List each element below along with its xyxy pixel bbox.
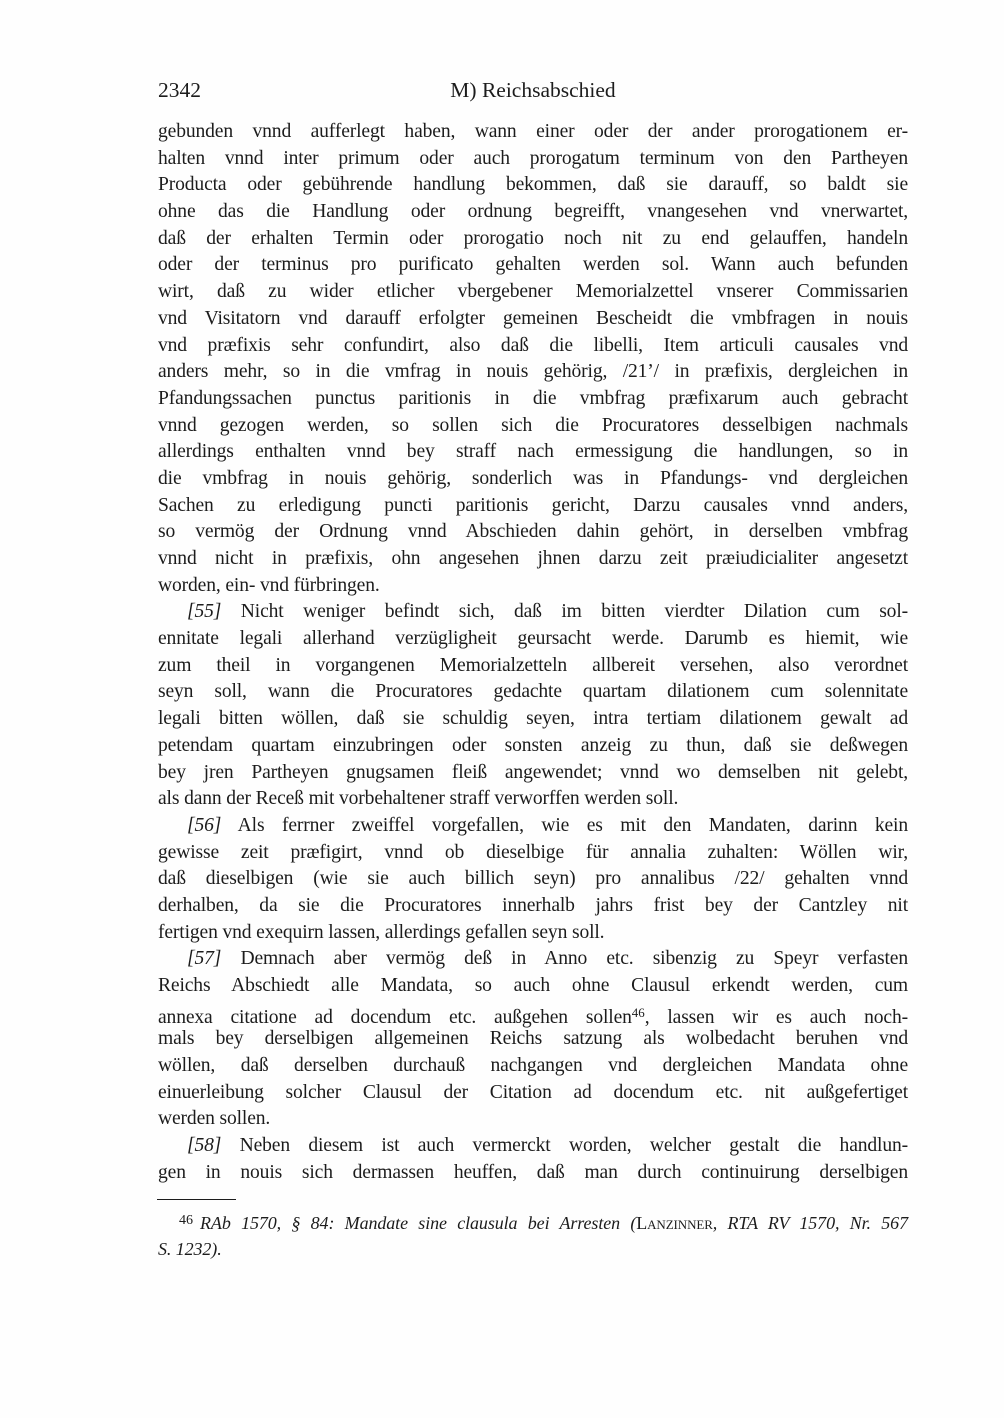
footnote-separator xyxy=(157,1199,236,1200)
text: , lassen wir es auch noch- xyxy=(644,1006,908,1028)
text-line: mals bey derselbigen allgemeinen Reichs satzung als wolbedacht beruhen vnd xyxy=(158,1028,908,1050)
text-line: seyn soll, wann die Procuratores gedachte quartam dilationem cum solennitate xyxy=(158,681,908,703)
text: Demnach aber vermög deß in Anno etc. sibenzig zu Speyr verfasten xyxy=(221,948,908,970)
footnote-text: S. 1232). xyxy=(158,1238,222,1259)
text-line xyxy=(158,1000,908,1027)
text-line: daß der erhalten Termin oder prorogatio noch nit zu end gelauffen, handeln xyxy=(158,227,908,249)
footnote-reference: 46 xyxy=(631,1004,645,1020)
text-line: werden sollen. xyxy=(158,1108,271,1130)
body-text xyxy=(158,119,908,1187)
page-number: 2342 xyxy=(158,78,201,102)
page-header xyxy=(158,76,908,104)
text-line: daß dieselbigen (wie sie auch billich seyn) pro annalibus /22/ gehalten vnnd xyxy=(158,868,908,890)
text-line: anders mehr, so in die vmfrag in nouis gehörig, /21’/ in præfixis, dergleichen in xyxy=(158,361,908,383)
text-line: fertigen vnd exequirn lassen, allerdings gefallen seyn soll. xyxy=(158,921,605,943)
text-line: ohne das die Handlung oder ordnung begreifft, vnangesehen vnd vnerwartet, xyxy=(158,201,908,223)
text: annexa citatione ad docendum etc. außgehen sollen xyxy=(158,1006,632,1028)
text-line: legali bitten wöllen, daß sie schuldig seyen, intra tertiam dilationem gewalt ad xyxy=(158,708,908,730)
text: Neben diesem ist auch vermerckt worden, welcher gestalt die handlun- xyxy=(221,1135,908,1157)
text-line xyxy=(158,1133,908,1160)
text-line: wöllen, daß derselben durchauß nachgangen vnd dergleichen Mandata ohne xyxy=(158,1055,908,1077)
footnote-number: 46 xyxy=(179,1212,194,1228)
paragraph-number: [57] xyxy=(187,948,222,970)
running-head: M) Reichsabschied xyxy=(450,78,616,102)
paragraph-number: [55] xyxy=(187,601,222,623)
text-line: Pfandungssachen punctus paritionis in die vmbfrag præfixarum auch gebracht xyxy=(158,387,908,409)
text-line: derhalben, da sie die Procuratores innerhalb jahrs frist bey der Cantzley nit xyxy=(158,894,908,916)
text-line xyxy=(158,946,908,973)
text-line: zum theil in vorgangenen Memorialzetteln allbereit versehen, also verordnet xyxy=(158,654,908,676)
text-line: oder der terminus pro purificato gehalten werden sol. Wann auch befunden xyxy=(158,254,908,276)
text-line: ennitate legali allerhand verzügligheit geursacht werde. Darumb es hiemit, wie xyxy=(158,628,908,650)
text-line: einuerleibung solcher Clausul der Citation ad docendum etc. nit außgefertiget xyxy=(158,1081,908,1103)
footnote xyxy=(158,1207,908,1262)
footnote-line xyxy=(158,1207,908,1236)
text-line: vnnd gezogen werden, so sollen sich die Procuratores desselbigen nachmals xyxy=(158,414,908,436)
text-line: vnd præfixis sehr confundirt, also daß die libelli, Item articuli causales vnd xyxy=(158,334,908,356)
text-line: vnnd nicht in præfixis, ohn angesehen jhnen darzu zeit præiudicialiter angesetzt xyxy=(158,548,908,569)
author-smallcaps: Lanzinner xyxy=(636,1212,713,1233)
text-line: die vmbfrag in nouis gehörig, sonderlich was in Pfandungs- vnd dergleichen xyxy=(158,467,908,489)
footnote-text: RAb 1570, § 84: Mandate sine clausula bei Arresten ( xyxy=(200,1212,637,1233)
paragraph-number: [58] xyxy=(187,1135,222,1157)
text-line: als dann der Receß mit vorbehaltener straff verworffen werden soll. xyxy=(158,788,679,810)
text-line: halten vnnd inter primum oder auch prorogatum terminum von den Partheyen xyxy=(158,147,908,169)
text: Nicht weniger befindt sich, daß im bitten vierdter Dilation cum sol- xyxy=(221,601,908,623)
text-line: Sachen zu erledigung puncti paritionis gericht, Darzu causales vnnd anders, xyxy=(158,494,908,516)
text-line: Producta oder gebührende handlung bekommen, daß sie darauff, so baldt sie xyxy=(158,174,908,196)
text-line: wirt, daß zu wider etlicher vbergebener Memorialzettel vnserer Commissarien xyxy=(158,281,908,303)
paragraph-58 xyxy=(158,1133,908,1186)
text-line: Reichs Abschiedt alle Mandata, so auch ohne Clausul erkendt werden, cum xyxy=(158,975,908,996)
footnote-text: , RTA RV 1570, Nr. 567 xyxy=(712,1212,908,1233)
text: Als ferrner zweiffel vorgefallen, wie es mit den Mandaten, darinn kein xyxy=(221,814,908,836)
footnote-line xyxy=(158,1236,908,1262)
paragraph-continuation xyxy=(158,119,908,599)
text-line: vnd Visitatorn vnd darauff erfolgter gemeinen Bescheidt die vmbfragen in nouis xyxy=(158,307,908,329)
text-line: so vermög der Ordnung vnnd Abschieden dahin gehört, in derselben vmbfrag xyxy=(158,521,908,543)
text-line: gewisse zeit præfigirt, vnnd ob dieselbige für annalia zuhalten: Wöllen wir, xyxy=(158,841,908,863)
text-line: gebunden vnnd aufferlegt haben, wann einer oder der ander prorogationem er- xyxy=(158,121,908,142)
paragraph-55 xyxy=(158,599,908,813)
text-line xyxy=(158,599,908,626)
text-line: petendam quartam einzubringen oder sonsten anzeig zu thun, daß sie deßwegen xyxy=(158,734,908,756)
paragraph-57 xyxy=(158,946,908,1133)
text-line xyxy=(158,813,908,840)
text-line: allerdings enthalten vnnd bey straff nach ermessigung die handlungen, so in xyxy=(158,441,908,463)
text-line: worden, ein- vnd fürbringen. xyxy=(158,574,380,596)
text-line: bey jren Partheyen gnugsamen fleiß angewendet; vnnd wo demselben nit gelebt, xyxy=(158,761,908,783)
paragraph-number: [56] xyxy=(187,814,222,836)
paragraph-56 xyxy=(158,813,908,946)
text-line: gen in nouis sich dermassen heuffen, daß man durch continuirung derselbigen xyxy=(158,1161,908,1183)
